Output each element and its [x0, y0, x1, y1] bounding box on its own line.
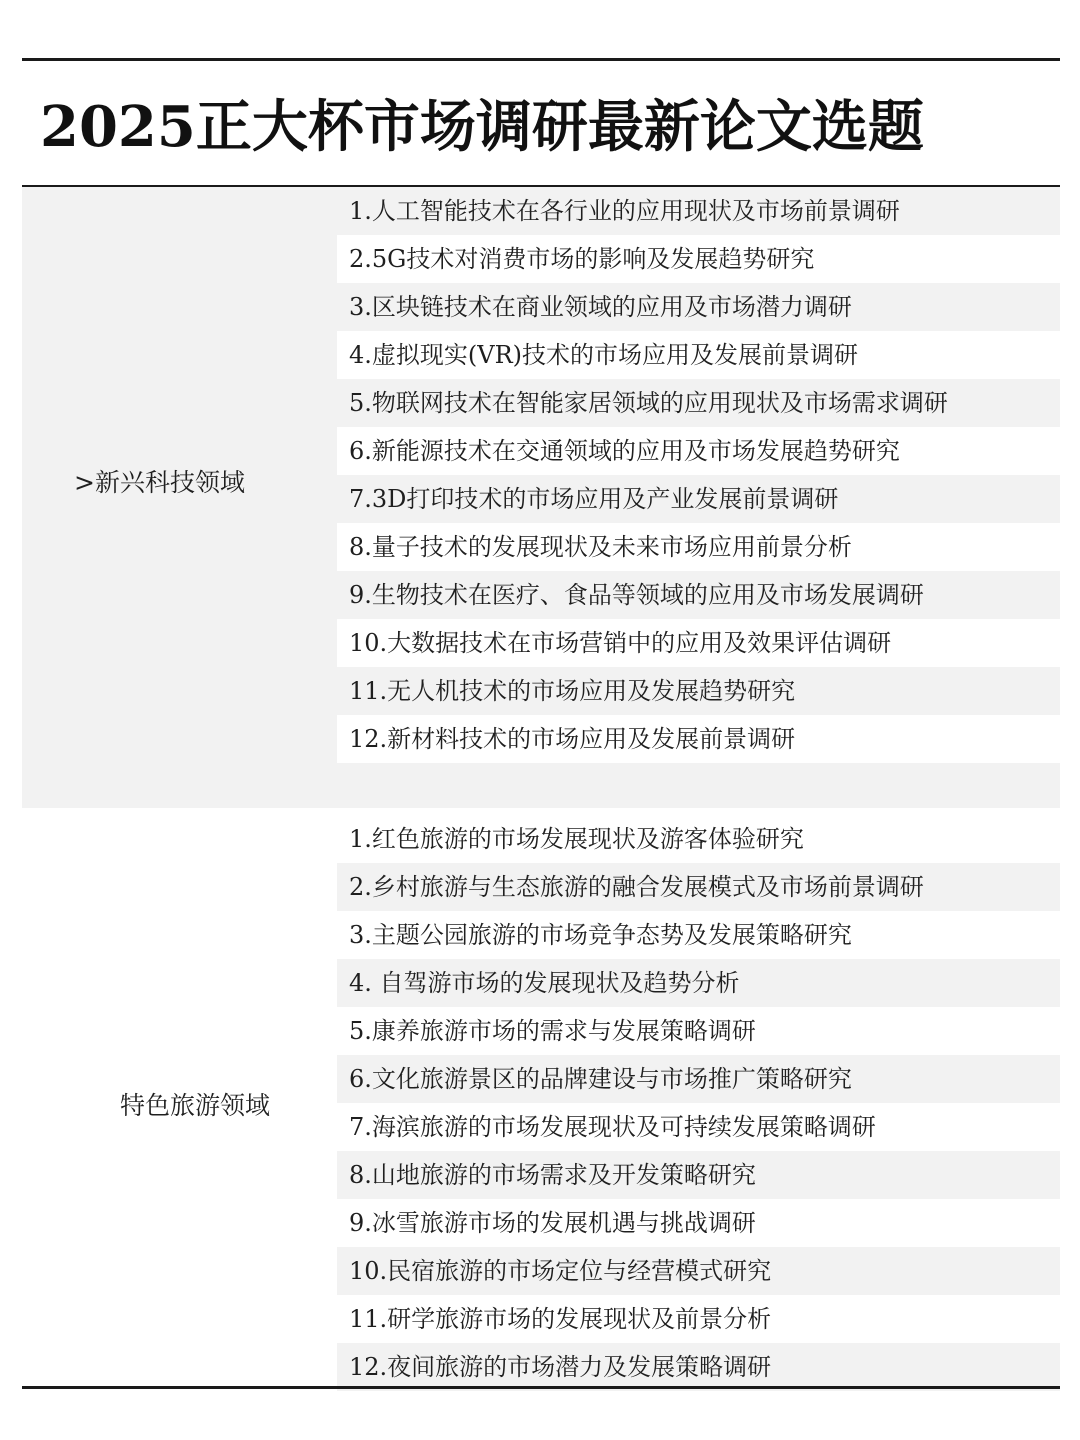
list-item: 1.人工智能技术在各行业的应用现状及市场前景调研 [337, 187, 1060, 235]
list-item: 4.虚拟现实(VR)技术的市场应用及发展前景调研 [337, 331, 1060, 379]
section-label: 特色旅游领域 [120, 1091, 271, 1120]
list-item: 4. 自驾游市场的发展现状及趋势分析 [337, 959, 1060, 1007]
bottom-rule [22, 1386, 1060, 1389]
list-item: 7.海滨旅游的市场发展现状及可持续发展策略调研 [337, 1103, 1060, 1151]
list-item: 9.生物技术在医疗、食品等领域的应用及市场发展调研 [337, 571, 1060, 619]
list-item: 10.民宿旅游的市场定位与经营模式研究 [337, 1247, 1060, 1295]
list-item: 12.新材料技术的市场应用及发展前景调研 [337, 715, 1060, 763]
top-rule [22, 58, 1060, 61]
list-item: 9.冰雪旅游市场的发展机遇与挑战调研 [337, 1199, 1060, 1247]
list-item: 11.无人机技术的市场应用及发展趋势研究 [337, 667, 1060, 715]
list-item: 11.研学旅游市场的发展现状及前景分析 [337, 1295, 1060, 1343]
list-item: 2.5G技术对消费市场的影响及发展趋势研究 [337, 235, 1060, 283]
topic-list [337, 187, 1060, 763]
list-item: 1.红色旅游的市场发展现状及游客体验研究 [337, 815, 1060, 863]
section-emerging-tech [22, 187, 1060, 808]
list-item: 10.大数据技术在市场营销中的应用及效果评估调研 [337, 619, 1060, 667]
page-title: 2025正大杯市场调研最新论文选题 [40, 94, 924, 160]
list-item: 3.区块链技术在商业领域的应用及市场潜力调研 [337, 283, 1060, 331]
list-item: 5.物联网技术在智能家居领域的应用现状及市场需求调研 [337, 379, 1060, 427]
topic-list [337, 815, 1060, 1391]
list-item: 12.夜间旅游的市场潜力及发展策略调研 [337, 1343, 1060, 1391]
section-label: >新兴科技领域 [74, 468, 245, 497]
list-item: 8.量子技术的发展现状及未来市场应用前景分析 [337, 523, 1060, 571]
list-item: 6.文化旅游景区的品牌建设与市场推广策略研究 [337, 1055, 1060, 1103]
section-featured-tourism [22, 810, 1060, 1386]
list-item: 6.新能源技术在交通领域的应用及市场发展趋势研究 [337, 427, 1060, 475]
list-item: 2.乡村旅游与生态旅游的融合发展模式及市场前景调研 [337, 863, 1060, 911]
list-item: 7.3D打印技术的市场应用及产业发展前景调研 [337, 475, 1060, 523]
list-item: 8.山地旅游的市场需求及开发策略研究 [337, 1151, 1060, 1199]
list-item: 5.康养旅游市场的需求与发展策略调研 [337, 1007, 1060, 1055]
list-item: 3.主题公园旅游的市场竞争态势及发展策略研究 [337, 911, 1060, 959]
